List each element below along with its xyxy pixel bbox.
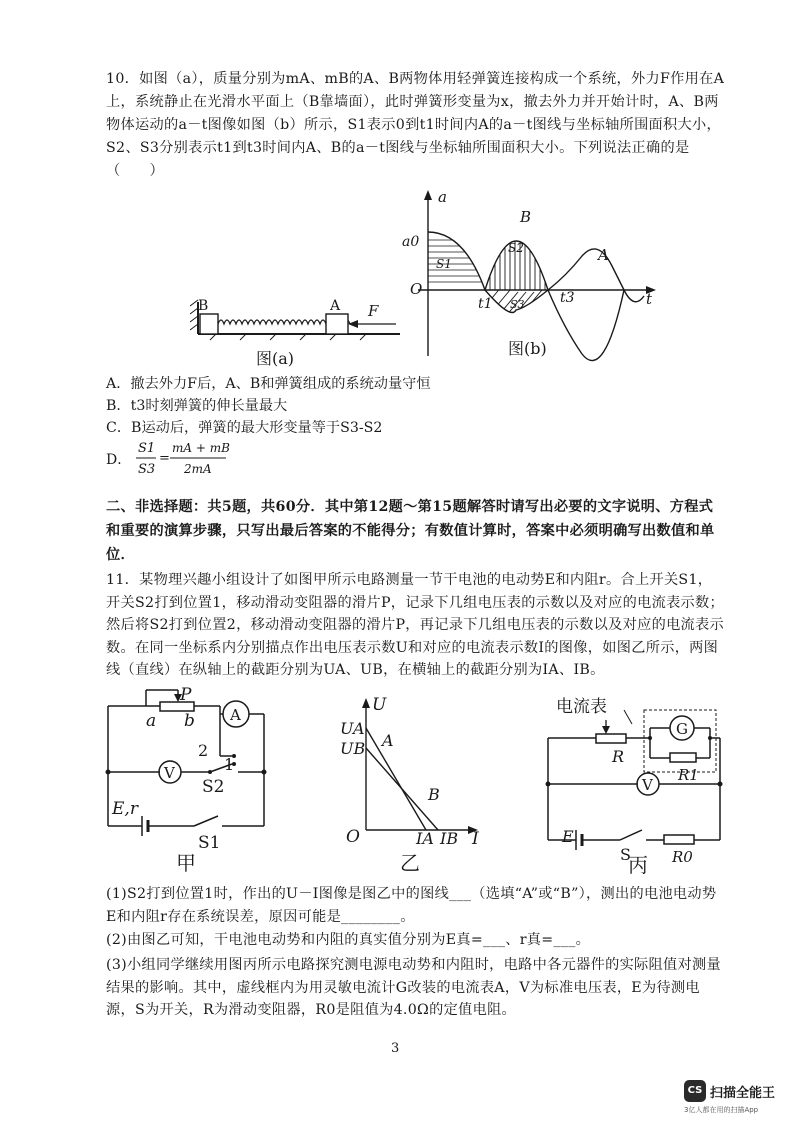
block-b: [200, 314, 218, 334]
option-d-rhs-den: 2mA: [184, 462, 212, 476]
scanner-logo-icon: CS: [684, 1080, 706, 1102]
label-s: S: [620, 845, 631, 864]
figure-jia: [98, 686, 278, 872]
figure-bing: [540, 690, 730, 874]
label-b: b: [184, 711, 195, 731]
figure-a: [190, 288, 410, 368]
curve-a-label: A: [598, 246, 609, 264]
label-e: E: [562, 827, 574, 846]
q11-sub3: (3)小组同学继续用图丙所示电路探究测电源电动势和内阻时，电路中各元器件的实际阻值对测量结果的影响。其中，虚线框内为用灵敏电流计G改装的电流表A，V为标准电压表，E为待测电源，S为开关，R为滑动变阻器，R0是阻值为4.0Ω的定值电阻。: [106, 957, 721, 1018]
block-a: [326, 314, 348, 334]
option-d-lhs-num: S1: [138, 441, 156, 456]
galvanometer-symbol: G: [676, 720, 688, 738]
axis-i-label: I: [472, 829, 479, 849]
curve-a: [428, 232, 644, 313]
caption-fig-a: 图(a): [256, 349, 295, 368]
caption-bing: 丙: [628, 853, 648, 874]
switch-pos-1: 1: [224, 755, 235, 774]
label-er: E,r: [112, 799, 138, 819]
label-s2: S2: [202, 777, 225, 797]
caption-yi: 乙: [400, 851, 420, 872]
voltmeter-symbol-bing: V: [642, 776, 653, 794]
label-p: P: [180, 686, 192, 705]
page-number: 3: [391, 1041, 400, 1056]
axis-u-label: U: [372, 695, 387, 715]
q10-stem: 10．如图（a），质量分别为mA、mB的A、B两物体用轻弹簧连接构成一个系统，外力F作用在A上，系统静止在光滑水平面上（B靠墙面），此时弹簧形变量为x，撤去外力并开始计时，A、B两物体运动的a－t图像如图（b）所示，S1表示0到t1时间内A的a－t图线与坐标轴所围面积大小，S2、S3分别表示t1到t3时间内A、B的a－t图线与坐标轴所围面积大小。下列说法正确的是（ ）: [106, 71, 725, 179]
origin-label: O: [346, 827, 360, 847]
label-r: R: [612, 747, 625, 766]
voltmeter-symbol: V: [164, 764, 175, 782]
s3-label: S3: [510, 298, 525, 311]
figure-b: [398, 186, 662, 364]
caption-fig-b: 图(b): [508, 339, 547, 358]
line-b-label: B: [428, 785, 440, 804]
line-a: [366, 728, 426, 830]
option-d-rhs-num: mA + mB: [172, 441, 230, 455]
label-r1: R1: [678, 766, 699, 784]
figure-yi: [334, 692, 494, 872]
line-a-label: A: [382, 731, 394, 750]
q11-sub2: (2)由图乙可知，干电池电动势和内阻的真实值分别为E真=___、r真=___。: [106, 932, 591, 948]
q10-option-b: B．t3时刻弹簧的伸长量最大: [106, 398, 288, 414]
option-d-prefix: D．: [106, 452, 132, 468]
axis-t-label: t: [646, 290, 653, 308]
s2-label: S2: [508, 241, 524, 255]
ammeter-symbol: A: [230, 706, 241, 724]
scanner-slogan: 3亿人都在用的扫描App: [684, 1106, 759, 1114]
q10-option-a: A．撤去外力F后，A、B和弹簧组成的系统动量守恒: [106, 376, 431, 392]
intercept-ia: IA: [416, 829, 434, 848]
scanner-watermark: [684, 1080, 784, 1116]
caption-jia: 甲: [176, 851, 196, 872]
label-s1: S1: [198, 833, 221, 853]
a0-label: a0: [402, 234, 420, 250]
label-current-meter: 电流表: [556, 697, 607, 717]
switch-pos-2: 2: [198, 741, 209, 760]
q11-sub1: (1)S2打到位置1时，作出的U－I图像是图乙中的图线___（选填“A”或“B”），测出的电池电动势E和内阻r存在系统误差，原因可能是________。: [106, 886, 717, 925]
scanner-app-name: 扫描全能王: [710, 1086, 776, 1101]
label-a: a: [146, 711, 157, 731]
intercept-ua: UA: [340, 719, 365, 738]
q10-option-c: C．B运动后，弹簧的最大形变量等于S3-S2: [106, 420, 383, 436]
origin-label: O: [410, 280, 423, 298]
q11-stem: 11．某物理兴趣小组设计了如图甲所示电路测量一节干电池的电动势E和内阻r。合上开关S1，开关S2打到位置1，移动滑动变阻器的滑片P，记录下几组电压表的示数以及对应的电流表示数；然后将S2打到位置2，移动滑动变阻器的滑片P，再记录下几组电压表的示数以及对应的电流表示数。在同一坐标系内分别描点作出电压表示数U和对应的电流表示数I的图像，如图乙所示，两图线（直线）在纵轴上的截距分别为UA、UB，在横轴上的截距分别为IA、IB。: [106, 572, 725, 678]
intercept-ub: UB: [340, 739, 366, 758]
axis-a-label: a: [438, 188, 447, 206]
q10-option-d: [104, 436, 264, 480]
label-block-b: B: [198, 298, 209, 314]
intercept-ib: IB: [440, 829, 459, 848]
option-d-lhs-den: S3: [138, 462, 156, 477]
t1-label: t1: [478, 296, 493, 312]
s1-label: S1: [436, 257, 452, 271]
curve-b-label: B: [520, 208, 532, 226]
label-block-a: A: [330, 298, 341, 314]
label-force: F: [368, 302, 379, 320]
section-2-heading: 二、非选择题：共5题，共60分．其中第12题～第15题解答时请写出必要的文字说明、方程式和重要的演算步骤，只写出最后答案的不能得分；有数值计算时，答案中必须明确写出数值和单位．: [106, 499, 715, 563]
option-d-equals: =: [159, 451, 170, 466]
label-r0: R0: [672, 848, 693, 866]
t3-label: t3: [560, 290, 575, 306]
